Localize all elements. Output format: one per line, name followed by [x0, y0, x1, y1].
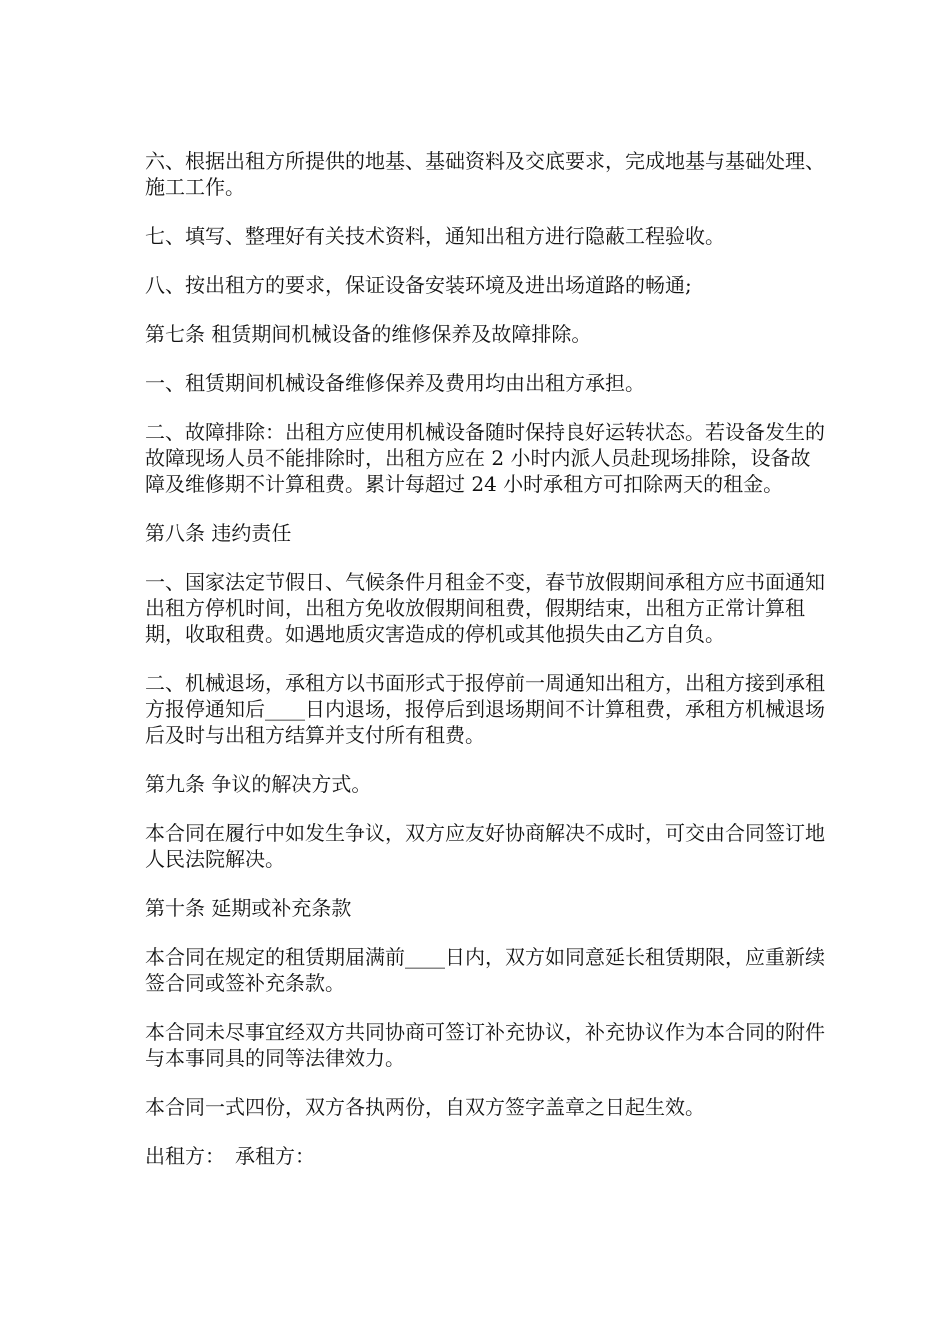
article-8-item-2: 二、机械退场，承租方以书面形式于报停前一周通知出租方，出租方接到承租方报停通知后____日内退场，报停后到退场期间不计算租费，承租方机械退场后及时与出租方结算并支付所有租费。	[145, 671, 825, 747]
copies-clause: 本合同一式四份，双方各执两份，自双方签字盖章之日起生效。	[145, 1095, 705, 1119]
document-body	[145, 148, 825, 1192]
article-8-item-1: 一、国家法定节假日、气候条件月租金不变，春节放假期间承租方应书面通知出租方停机时间，出租方免收放假期间租费，假期结束，出租方正常计算租期，收取租费。如遇地质灾害造成的停机或其他损失由乙方自负。	[145, 570, 825, 646]
article-9-body: 本合同在履行中如发生争议，双方应友好协商解决不成时，可交由合同签订地人民法院解决。	[145, 821, 825, 871]
article-10-body-2: 本合同未尽事宜经双方共同协商可签订补充协议，补充协议作为本合同的附件与本事同具的同等法律效力。	[145, 1020, 825, 1070]
article-9-heading: 第九条 争议的解决方式。	[145, 772, 372, 796]
signature-line: 出租方： 承租方：	[145, 1144, 315, 1168]
clause-6-item: 六、根据出租方所提供的地基、基础资料及交底要求，完成地基与基础处理、施工工作。	[145, 149, 825, 199]
article-7-heading: 第七条 租赁期间机械设备的维修保养及故障排除。	[145, 322, 592, 346]
article-8-heading: 第八条 违约责任	[145, 521, 292, 545]
article-7-item-1: 一、租赁期间机械设备维修保养及费用均由出租方承担。	[145, 371, 645, 395]
article-10-heading: 第十条 延期或补充条款	[145, 896, 352, 920]
article-10-body-1: 本合同在规定的租赁期届满前____日内，双方如同意延长租赁期限，应重新续签合同或签补充条款。	[145, 945, 825, 995]
article-7-item-2: 二、故障排除：出租方应使用机械设备随时保持良好运转状态。若设备发生的故障现场人员不能排除时，出租方应在 2 小时内派人员赴现场排除，设备故障及维修期不计算租费。累计每超过 24 小时承租方可扣除两天的租金。	[145, 420, 825, 496]
clause-7-item: 七、填写、整理好有关技术资料，通知出租方进行隐蔽工程验收。	[145, 224, 725, 248]
clause-8-item: 八、按出租方的要求，保证设备安装环境及进出场道路的畅通;	[145, 273, 692, 297]
